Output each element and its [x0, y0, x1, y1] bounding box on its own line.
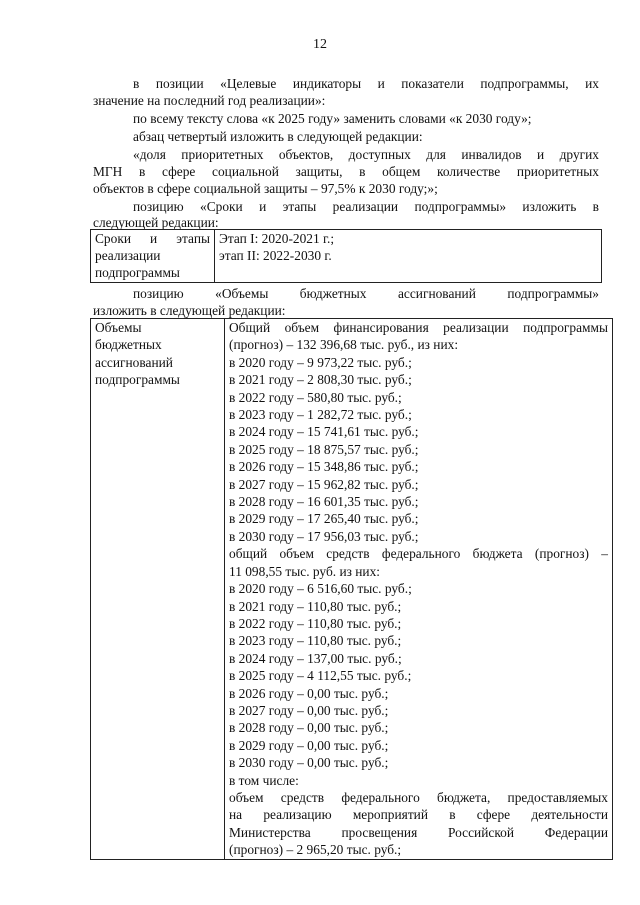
table-value-line: Этап I: 2020-2021 г.; [219, 231, 335, 246]
table-value-line: в 2020 году – 6 516,60 тыс. руб.; [229, 581, 412, 597]
table-label-line: подпрограммы [95, 265, 180, 280]
table-value-line: в 2027 году – 15 962,82 тыс. руб.; [229, 476, 419, 492]
paragraph: в позиции «Целевые индикаторы и показатели подпрограммы, их [133, 76, 599, 91]
table-value-line: в 2024 году – 137,00 тыс. руб.; [229, 650, 402, 666]
table-row [91, 319, 613, 860]
paragraph: объектов в сфере социальной защиты – 97,5% к 2030 году;»; [93, 181, 438, 196]
table-value-line: этап II: 2022-2030 г. [219, 248, 332, 263]
page-number: 12 [313, 37, 327, 52]
table-value-line: Министерства просвещения Российской Федерации [229, 824, 608, 840]
table-label-line: ассигнований [95, 354, 173, 370]
table-value-line: в 2030 году – 17 956,03 тыс. руб.; [229, 528, 419, 544]
paragraph: абзац четвертый изложить в следующей редакции: [133, 129, 423, 144]
table-value-line: в 2023 году – 1 282,72 тыс. руб.; [229, 407, 412, 423]
table-label-line: подпрограммы [95, 372, 180, 388]
table-value-line: общий объем средств федерального бюджета (прогноз) – [229, 546, 608, 562]
paragraph: позицию «Сроки и этапы реализации подпрограммы» изложить в [133, 199, 599, 214]
paragraph: изложить в следующей редакции: [93, 303, 286, 318]
table-value-line: 11 098,55 тыс. руб. из них: [229, 563, 380, 579]
table-value-line: в 2029 году – 17 265,40 тыс. руб.; [229, 511, 419, 527]
table-value-line: в 2025 году – 4 112,55 тыс. руб.; [229, 668, 412, 684]
table-value-line: Общий объем финансирования реализации подпрограммы [229, 320, 608, 335]
table-label-line: Сроки и этапы [95, 231, 210, 246]
paragraph: «доля приоритетных объектов, доступных для инвалидов и других [133, 147, 599, 162]
paragraph: по всему тексту слова «к 2025 году» заменить словами «к 2030 году»; [133, 111, 532, 126]
table-value-line: в 2027 году – 0,00 тыс. руб.; [229, 702, 389, 718]
table-value-cell [225, 319, 613, 860]
table-value-line: в 2028 году – 16 601,35 тыс. руб.; [229, 494, 419, 510]
table-value-line: в 2026 году – 0,00 тыс. руб.; [229, 685, 389, 701]
table-value-line: в 2026 году – 15 348,86 тыс. руб.; [229, 459, 419, 475]
table-value-line: (прогноз) – 132 396,68 тыс. руб., из них: [229, 337, 459, 353]
table-value-line: в 2022 году – 580,80 тыс. руб.; [229, 389, 402, 405]
table-value-line: в 2029 году – 0,00 тыс. руб.; [229, 737, 389, 753]
table-row [91, 230, 602, 283]
table-label-cell [91, 230, 215, 283]
table-label-line: реализации [95, 248, 161, 263]
table-value-line: (прогноз) – 2 965,20 тыс. руб.; [229, 842, 402, 858]
table-value-line: в 2030 году – 0,00 тыс. руб.; [229, 755, 389, 771]
timeline-table [90, 229, 602, 283]
table-value-line: в 2023 году – 110,80 тыс. руб.; [229, 633, 402, 649]
table-value-line: на реализацию мероприятий в сфере деятельности [229, 807, 608, 823]
table-value-line: в 2022 году – 110,80 тыс. руб.; [229, 615, 402, 631]
table-value-line: в том числе: [229, 772, 299, 788]
paragraph: позицию «Объемы бюджетных ассигнований подпрограммы» [133, 286, 599, 301]
table-value-line: в 2021 году – 2 808,30 тыс. руб.; [229, 372, 412, 388]
table-label-line: бюджетных [95, 337, 162, 353]
paragraph: МГН в сфере социальной защиты, в общем количестве приоритетных [93, 164, 599, 179]
paragraph: следующей редакции: [93, 215, 219, 230]
table-label-cell [91, 319, 225, 860]
table-value-line: в 2021 году – 110,80 тыс. руб.; [229, 598, 402, 614]
table-value-line: в 2025 году – 18 875,57 тыс. руб.; [229, 441, 419, 457]
table-value-line: объем средств федерального бюджета, предоставляемых [229, 789, 608, 805]
table-value-line: в 2020 году – 9 973,22 тыс. руб.; [229, 354, 412, 370]
table-label-line: Объемы [95, 320, 142, 335]
table-value-cell [215, 230, 602, 283]
budget-table [90, 318, 613, 860]
table-value-line: в 2024 году – 15 741,61 тыс. руб.; [229, 424, 419, 440]
paragraph: значение на последний год реализации»: [93, 93, 326, 108]
table-value-line: в 2028 году – 0,00 тыс. руб.; [229, 720, 389, 736]
